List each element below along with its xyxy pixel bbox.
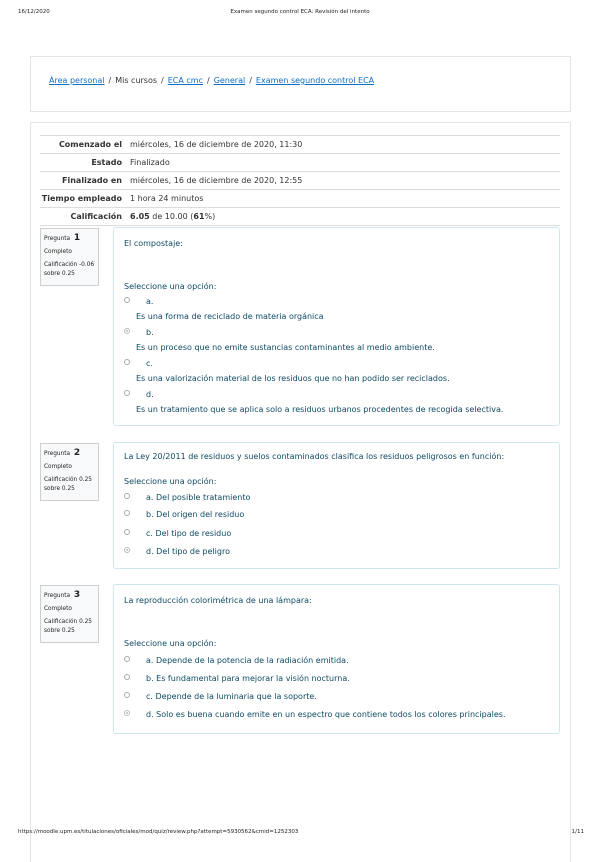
summary-label: Finalizado en — [62, 176, 122, 185]
option-text: b. Es fundamental para mejorar la visión nocturna. — [146, 674, 350, 683]
grade-percent: 61 — [193, 212, 205, 221]
question-grade: Calificación 0.25 sobre 0.25 — [44, 619, 92, 634]
breadcrumb — [49, 76, 374, 85]
grade-label: Calificación — [70, 212, 122, 221]
question-number-value: 3 — [73, 590, 81, 600]
option-letter: c. — [146, 359, 153, 368]
question-1-content — [113, 227, 560, 426]
question-grade: Calificación 0.25 sobre 0.25 — [44, 477, 92, 492]
option-text: Es una forma de reciclado de materia orgánica — [136, 312, 324, 321]
question-1-info — [40, 228, 99, 286]
question-text: La Ley 20/2011 de residuos y suelos contaminados clasifica los residuos peligrosos en función: — [124, 452, 505, 461]
question-text: La reproducción colorimétrica de una lámpara: — [124, 596, 312, 605]
question-label: Pregunta — [44, 236, 71, 242]
breadcrumb-exam[interactable]: Examen segundo control ECA — [255, 76, 375, 85]
option-text: Es un proceso que no emite sustancias contaminantes al medio ambiente. — [136, 343, 435, 352]
question-number — [44, 448, 95, 458]
summary-row — [40, 172, 560, 190]
radio-button[interactable] — [124, 674, 130, 680]
question-label: Pregunta — [44, 593, 71, 599]
grade-value — [126, 208, 560, 226]
option-letter: d. — [146, 390, 154, 399]
radio-button[interactable] — [124, 656, 130, 662]
breadcrumb-separator: / — [249, 76, 252, 85]
question-number-value: 1 — [73, 233, 81, 243]
radio-button[interactable] — [124, 692, 130, 698]
option-text: a. Del posible tratamiento — [146, 493, 251, 502]
option-text: c. Del tipo de residuo — [146, 529, 232, 538]
print-url: https://moodle.upm.es/titulaciones/oficiales/mod/quiz/review.php?attempt=5930562&cmid=1252303 — [18, 829, 299, 835]
summary-label: Tiempo empleado — [41, 194, 122, 203]
question-grade: Calificación -0.06 sobre 0.25 — [44, 262, 95, 277]
breadcrumb-separator: / — [206, 76, 210, 85]
breadcrumb-area-personal[interactable]: Área personal — [49, 76, 105, 85]
summary-row-grade — [40, 208, 560, 226]
question-2-content — [113, 442, 560, 569]
summary-value: 1 hora 24 minutos — [130, 194, 204, 203]
option-text: d. Solo es buena cuando emite en un espectro que contiene todos los colores principales. — [146, 710, 506, 719]
breadcrumb-separator: / — [161, 76, 164, 85]
question-label: Pregunta — [44, 451, 71, 457]
question-state: Completo — [44, 249, 72, 255]
breadcrumb-separator: / — [108, 76, 112, 85]
breadcrumb-container — [30, 56, 571, 112]
print-title: Examen segundo control ECA: Revisión del intento — [230, 9, 370, 15]
summary-value: miércoles, 16 de diciembre de 2020, 12:55 — [130, 176, 303, 185]
option-text: c. Depende de la luminaria que la soporte. — [146, 692, 317, 701]
question-3-info — [40, 585, 99, 643]
radio-button[interactable] — [124, 510, 130, 516]
radio-button[interactable] — [124, 359, 130, 365]
question-prompt: Seleccione una opción: — [124, 639, 217, 648]
option-text: d. Del tipo de peligro — [146, 547, 230, 556]
radio-button[interactable] — [124, 529, 130, 535]
summary-row — [40, 136, 560, 154]
option-text: Es una valorización material de los residuos que no han podido ser reciclados. — [136, 374, 450, 383]
summary-row — [40, 154, 560, 172]
question-state: Completo — [44, 606, 72, 612]
radio-button[interactable] — [124, 493, 130, 499]
radio-button[interactable] — [124, 297, 130, 303]
question-number-value: 2 — [73, 448, 81, 458]
option-letter: b. — [146, 328, 154, 337]
question-state: Completo — [44, 464, 72, 470]
summary-value: Finalizado — [130, 158, 170, 167]
question-text: El compostaje: — [124, 239, 183, 248]
grade-score: 6.05 — [130, 212, 150, 221]
print-page-number: 1/11 — [571, 829, 584, 835]
question-number — [44, 233, 95, 243]
question-number — [44, 590, 95, 600]
summary-label: Estado — [91, 158, 122, 167]
print-date: 16/12/2020 — [18, 9, 50, 15]
breadcrumb-general[interactable]: General — [213, 76, 246, 85]
option-text: b. Del origen del residuo — [146, 510, 245, 519]
radio-button-selected[interactable] — [124, 710, 130, 716]
grade-rest: de 10.00 ( — [149, 212, 194, 221]
quiz-review-region — [30, 122, 571, 862]
question-2-info — [40, 443, 99, 501]
grade-end: %) — [204, 212, 216, 221]
question-prompt: Seleccione una opción: — [124, 282, 217, 291]
option-text: a. Depende de la potencia de la radiación emitida. — [146, 656, 349, 665]
breadcrumb-mis-cursos: Mis cursos — [115, 76, 158, 85]
question-3-content — [113, 584, 560, 734]
question-prompt: Seleccione una opción: — [124, 477, 217, 486]
summary-value: miércoles, 16 de diciembre de 2020, 11:30 — [130, 140, 303, 149]
breadcrumb-course[interactable]: ECA cmc — [167, 76, 203, 85]
option-letter: a. — [146, 297, 154, 306]
attempt-summary-table — [40, 135, 560, 226]
summary-row — [40, 190, 560, 208]
radio-button[interactable] — [124, 390, 130, 396]
option-text: Es un tratamiento que se aplica solo a residuos urbanos procedentes de recogida selectiva. — [136, 405, 504, 414]
radio-button-selected[interactable] — [124, 328, 130, 334]
radio-button-selected[interactable] — [124, 547, 130, 553]
summary-label: Comenzado el — [58, 140, 122, 149]
